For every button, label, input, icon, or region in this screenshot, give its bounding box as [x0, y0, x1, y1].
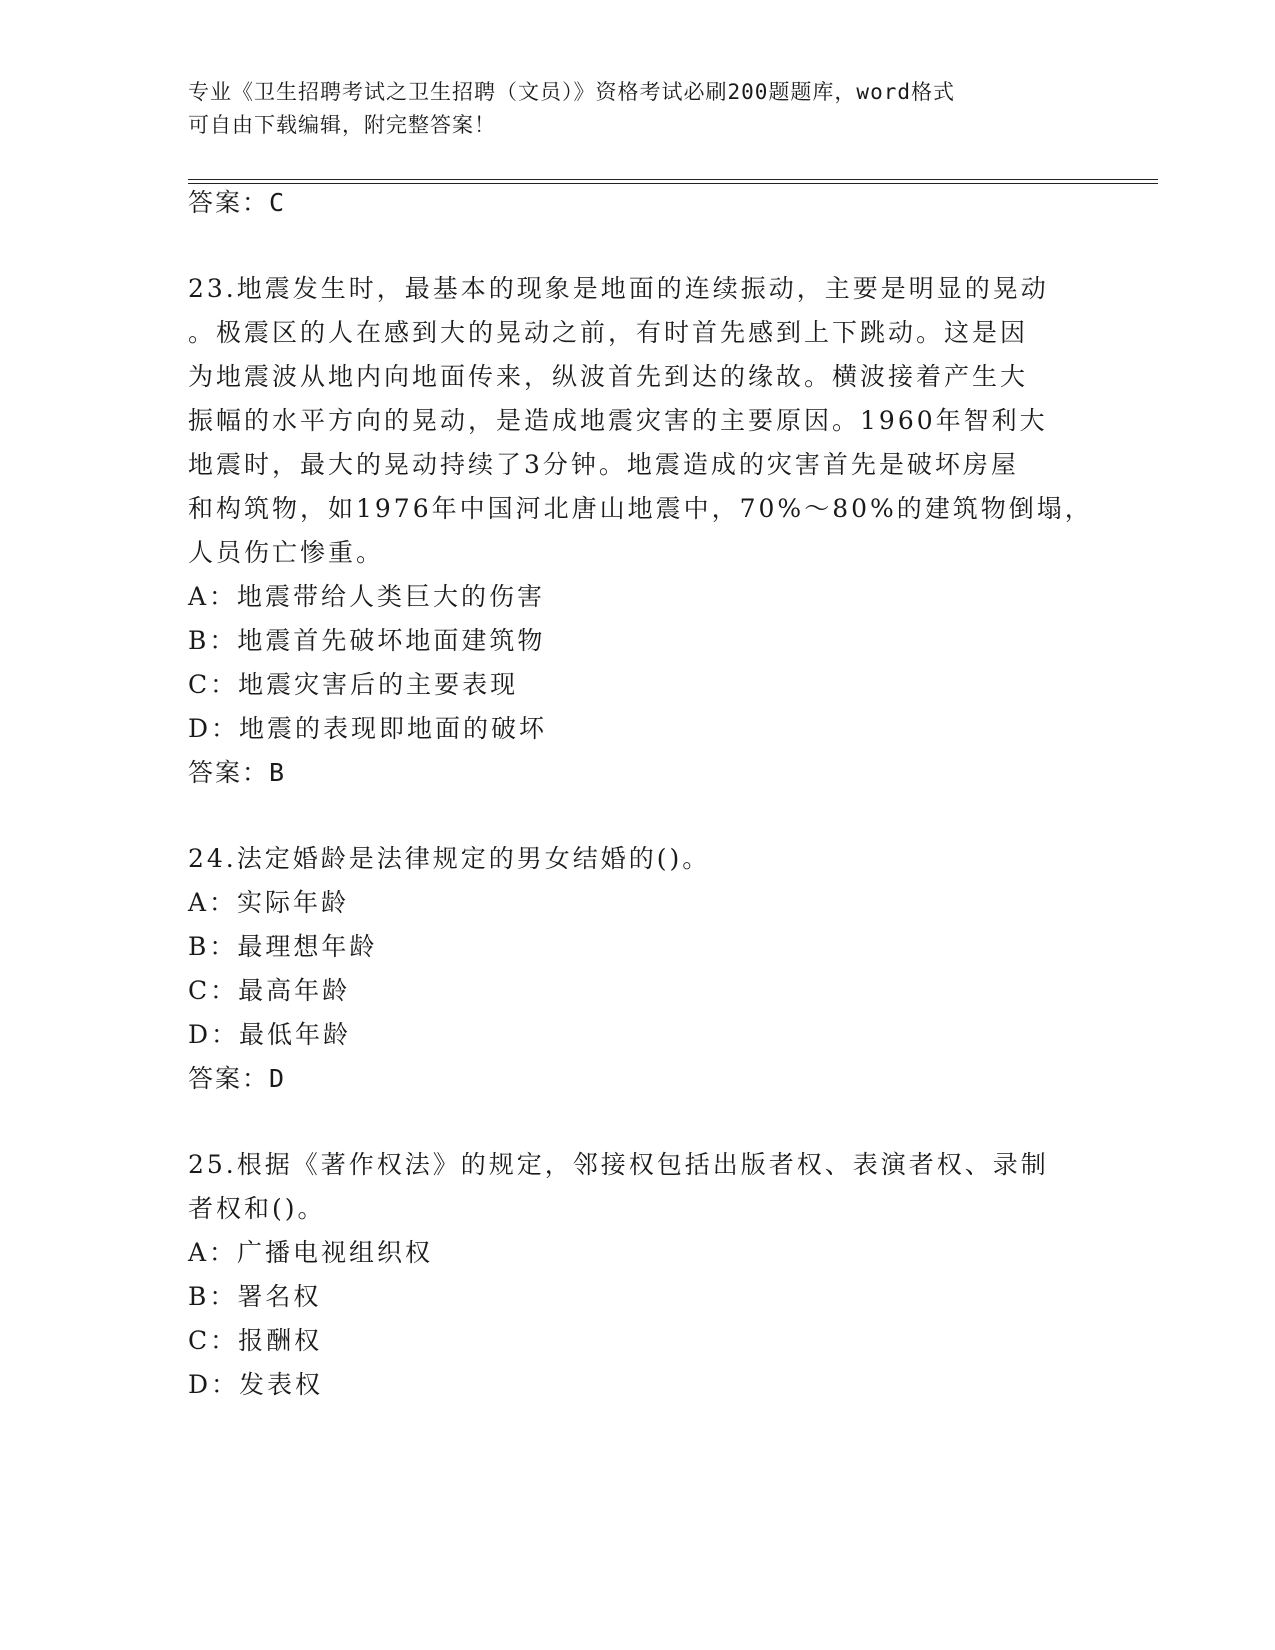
answer-q24: 答案：D — [188, 1064, 287, 1093]
option-d: D：发表权 — [188, 1370, 324, 1399]
header-title-line-2: 可自由下载编辑，附完整答案！ — [188, 113, 496, 137]
answer-q22: 答案：C — [188, 188, 287, 217]
option-a: A：广播电视组织权 — [188, 1238, 434, 1267]
option-a: A：地震带给人类巨大的伤害 — [188, 582, 546, 611]
question-text-line: 23.地震发生时，最基本的现象是地面的连续振动，主要是明显的晃动 — [188, 274, 1049, 303]
option-b: B：地震首先破坏地面建筑物 — [188, 626, 546, 655]
question-text-line: 者权和()。 — [188, 1194, 326, 1223]
option-c: C：地震灾害后的主要表现 — [188, 670, 519, 699]
question-text-line: 振幅的水平方向的晃动，是造成地震灾害的主要原因。1960年智利大 — [188, 406, 1048, 435]
option-d: D：最低年龄 — [188, 1020, 352, 1049]
header-divider-top — [188, 179, 1158, 180]
question-text-line: 和构筑物，如1976年中国河北唐山地震中，70%～80%的建筑物倒塌， — [188, 494, 1093, 523]
answer-q23: 答案：B — [188, 758, 287, 787]
question-text-line: 为地震波从地内向地面传来，纵波首先到达的缘故。横波接着产生大 — [188, 362, 1029, 391]
option-c: C：报酬权 — [188, 1326, 323, 1355]
option-d: D：地震的表现即地面的破坏 — [188, 714, 548, 743]
question-text-line: 。极震区的人在感到大的晃动之前，有时首先感到上下跳动。这是因 — [188, 318, 1029, 347]
question-text-line: 人员伤亡惨重。 — [188, 538, 385, 567]
question-text-line: 地震时，最大的晃动持续了3分钟。地震造成的灾害首先是破坏房屋 — [188, 450, 1019, 479]
option-a: A：实际年龄 — [188, 888, 350, 917]
option-c: C：最高年龄 — [188, 976, 351, 1005]
question-text-line: 25.根据《著作权法》的规定，邻接权包括出版者权、表演者权、录制 — [188, 1150, 1049, 1179]
header-divider-bottom — [188, 183, 1158, 184]
question-text-line: 24.法定婚龄是法律规定的男女结婚的()。 — [188, 844, 711, 873]
option-b: B：最理想年龄 — [188, 932, 378, 961]
option-b: B：署名权 — [188, 1282, 322, 1311]
document-header — [188, 76, 1088, 142]
header-title-line-1: 专业《卫生招聘考试之卫生招聘（文员）》资格考试必刷200题题库，word格式 — [188, 80, 955, 104]
